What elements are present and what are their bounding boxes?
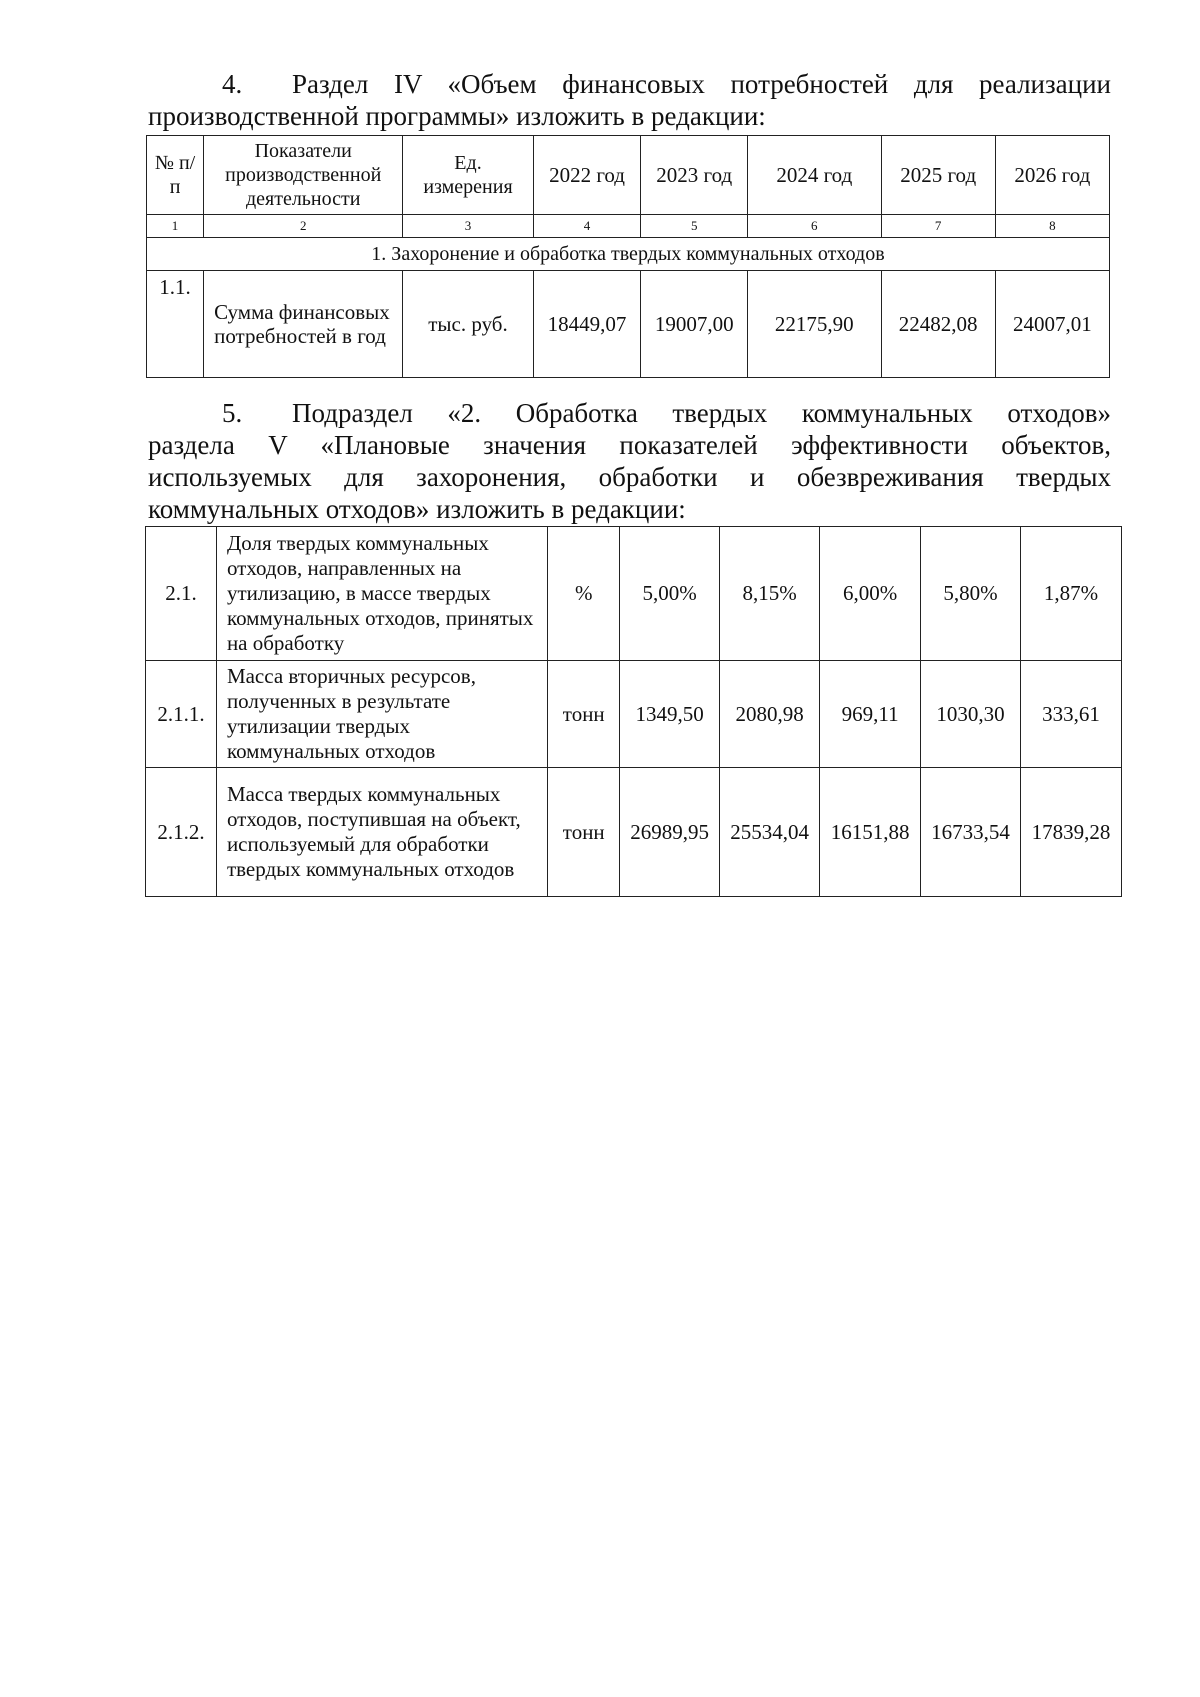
value-cell: 5,00% [620,527,720,661]
table1-index-row [147,215,1110,238]
index-cell: 6 [748,215,882,238]
header-cell: 2025 год [881,136,995,215]
header-cell: № п/п [147,136,204,215]
section-5-paragraph [148,397,1111,525]
index-cell: 5 [641,215,748,238]
header-cell: 2024 год [748,136,882,215]
row-indicator: Доля твердых коммунальных отходов, направленных на утилизацию, в массе твердых коммунальных отходов, принятых на обработку [216,527,547,661]
table-row [146,527,1122,661]
value-cell: 1,87% [1021,527,1122,661]
value-cell: 18449,07 [533,271,641,378]
header-cell: Ед. измерения [403,136,533,215]
index-cell: 2 [204,215,403,238]
section-title: 1. Захоронение и обработка твердых коммунальных отходов [147,238,1110,271]
table1-section-row [147,238,1110,271]
value-cell: 22482,08 [881,271,995,378]
value-cell: 16733,54 [921,768,1021,897]
value-cell: 1030,30 [921,661,1021,768]
header-cell: 2023 год [641,136,748,215]
section-4-paragraph [148,68,1111,132]
row-unit: тыс. руб. [403,271,533,378]
header-cell: Показатели производственной деятельности [204,136,403,215]
value-cell: 17839,28 [1021,768,1122,897]
value-cell: 26989,95 [620,768,720,897]
section-4-line-1: 4. Раздел IV «Объем финансовых потребностей для реализации [148,68,1111,100]
row-indicator: Масса твердых коммунальных отходов, поступившая на объект, используемый для обработки твердых коммунальных отходов [216,768,547,897]
value-cell: 1349,50 [620,661,720,768]
value-cell: 22175,90 [748,271,882,378]
table-row [146,661,1122,768]
value-cell: 19007,00 [641,271,748,378]
value-cell: 16151,88 [820,768,921,897]
section-5-line-3: используемых для захоронения, обработки и обезвреживания твердых [148,462,1111,492]
section-4-number: 4. [222,69,243,99]
section-4-line-2: производственной программы» изложить в редакции: [148,101,766,131]
section-5-number: 5. [222,398,243,428]
index-cell: 4 [533,215,641,238]
value-cell: 2080,98 [720,661,820,768]
index-cell: 8 [995,215,1109,238]
value-cell: 333,61 [1021,661,1122,768]
table-row [146,768,1122,897]
value-cell: 969,11 [820,661,921,768]
row-number: 1.1. [147,271,204,378]
value-cell: 25534,04 [720,768,820,897]
index-cell: 7 [881,215,995,238]
value-cell: 5,80% [921,527,1021,661]
section-5-line-4: коммунальных отходов» изложить в редакции: [148,494,686,524]
row-number: 2.1. [146,527,217,661]
row-unit: тонн [548,768,620,897]
row-number: 2.1.1. [146,661,217,768]
value-cell: 24007,01 [995,271,1109,378]
value-cell: 6,00% [820,527,921,661]
header-cell: 2026 год [995,136,1109,215]
section-5-line-2: раздела V «Плановые значения показателей эффективности объектов, [148,430,1111,460]
row-unit: тонн [548,661,620,768]
header-cell: 2022 год [533,136,641,215]
row-indicator: Сумма финансовых потребностей в год [204,271,403,378]
section-5-line-1: 5. Подраздел «2. Обработка твердых коммунальных отходов» [148,397,1111,429]
index-cell: 1 [147,215,204,238]
table1-header-row [147,136,1110,215]
row-indicator: Масса вторичных ресурсов, полученных в результате утилизации твердых коммунальных отходов [216,661,547,768]
financial-needs-table [146,135,1110,378]
index-cell: 3 [403,215,533,238]
row-unit: % [548,527,620,661]
value-cell: 8,15% [720,527,820,661]
table-row [147,271,1110,378]
row-number: 2.1.2. [146,768,217,897]
efficiency-indicators-table [145,526,1122,897]
